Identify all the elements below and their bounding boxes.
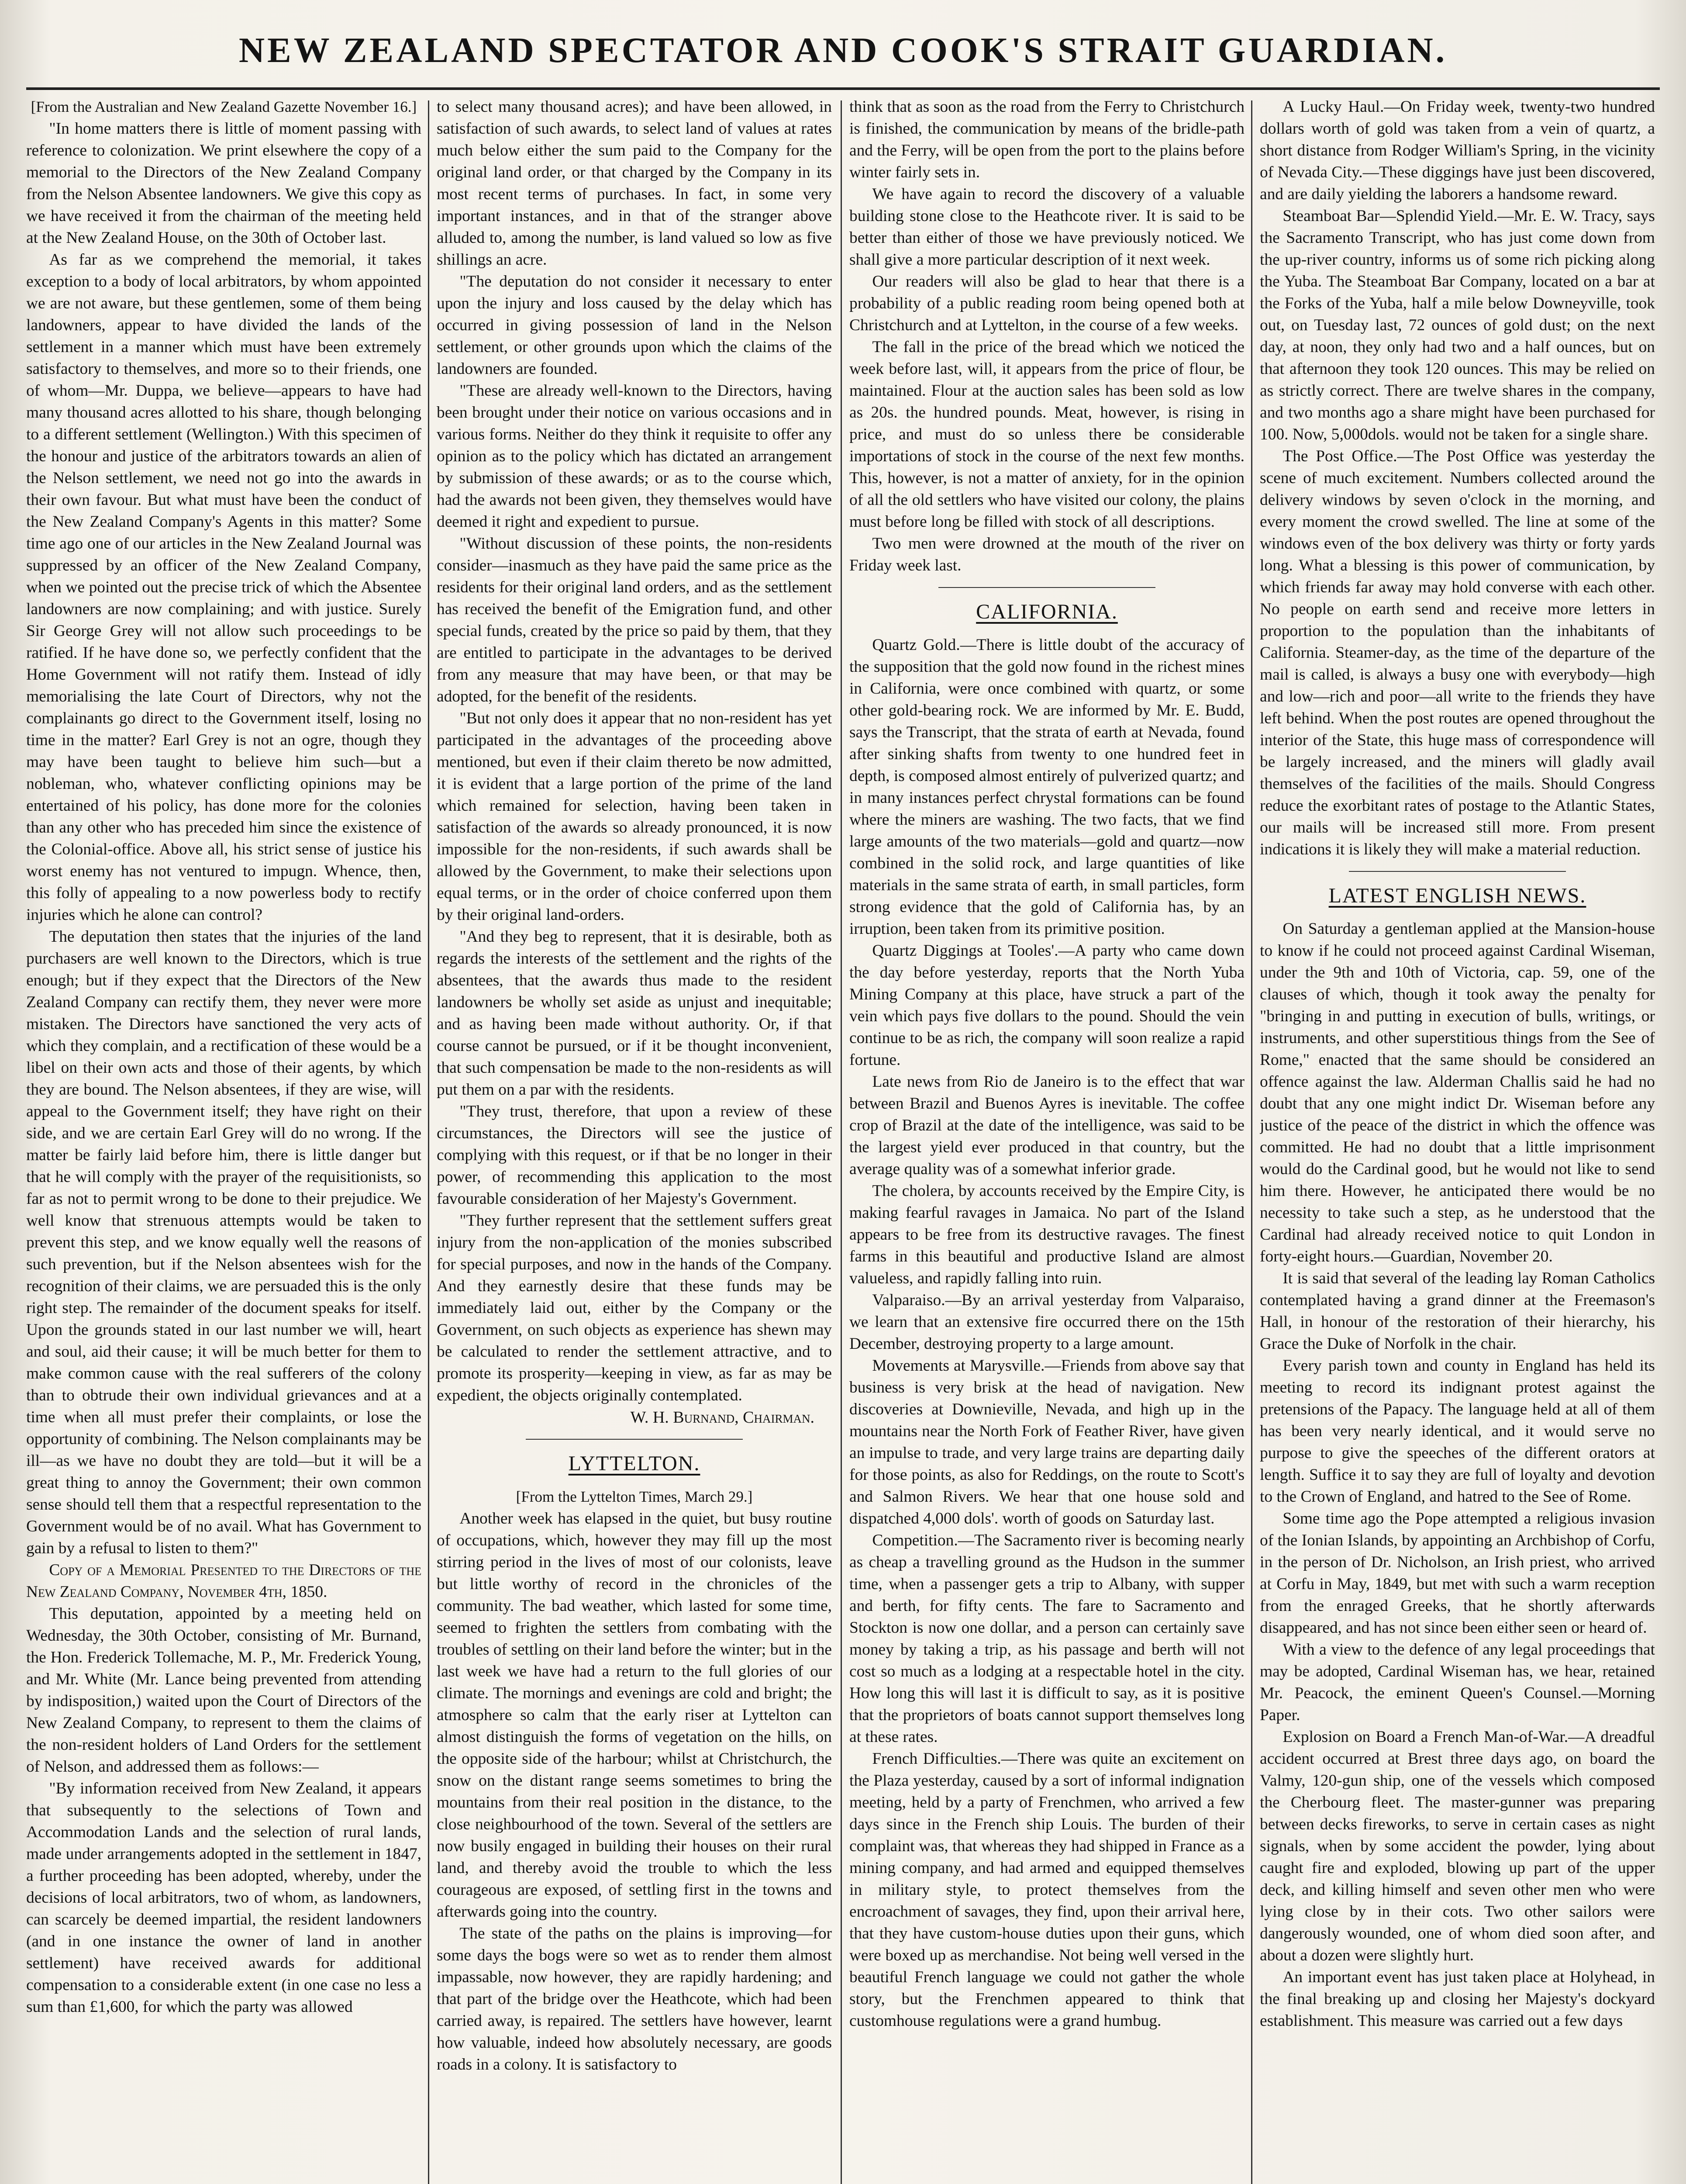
masthead-title: NEW ZEALAND SPECTATOR AND COOK'S STRAIT GUARDIAN. [238, 30, 1448, 70]
article-source: [From the Lyttelton Times, March 29.] [516, 1488, 753, 1505]
article-paragraph: Explosion on Board a French Man-of-War.—A dreadful accident occurred at Brest three days ago, on board the Valmy, 120-gun ship, one of the vessels which composed the Cherbourg fleet. The master-gunner was preparing between decks fireworks, to serve in certain cases as night signals, when by some accident the powder, lying about caught fire and exploded, blowing up part of the upper deck, and killing himself and seven other men who were lying close by in their cots. Two other sailors were dangerously wounded, one of whom died soon after, and about a dozen were slightly hurt. [1260, 1728, 1655, 1964]
column-separator [841, 100, 842, 2184]
article-paragraph: With a view to the defence of any legal proceedings that may be adopted, Cardinal Wiseman has, we hear, retained Mr. Peacock, the eminent Queen's Counsel.—Morning Paper. [1260, 1641, 1655, 1724]
article-paragraph: "The deputation do not consider it necessary to enter upon the injury and loss caused by the delay which has occurred in giving possession of land in the Nelson settlement, or other grounds upon which the claims of the landowners are founded. [437, 273, 832, 378]
article-paragraph: The deputation then states that the injuries of the land purchasers are well known to the Directors, which is true enough; but if they expect that the Directors of the New Zealand Company can rectify them, they never were more mistaken. The Directors have sanctioned the very acts of which they complain, and a rectification of these would be a libel on their own acts and those of their agents, by which they are bound. The Nelson absentees, if they are wise, will appeal to the Government itself; they have right on their side, and we are certain Earl Grey will do no wrong. If the matter be fairly laid before him, there is little danger but that he will comply with the prayer of the requisitionists, so far as not to permit wrong to be done to their prejudice. We well know that strenuous attempts would be taken to prevent this step, and we know equally well the reasons of such prevention, but if the Nelson absentees wish for the recognition of their claims, we are persuaded this is the only right step. The remainder of the document speaks for itself. Upon the grounds stated in our last number we will, heart and soul, aid their cause; it will be much better for them to make common cause with the real sufferers of the colony than to obtrude their own individual grievances and at a time when all must prefer their complaints, or lose the opportunity of combining. The Nelson complainants may be ill—as we have no doubt they are told—but it will be a great thing to annoy the Government; their own common sense should tell them that a respectful representation to the Government would be of no avail. What has Government to gain by a refusal to listen to them?" [26, 928, 421, 1557]
article-paragraph: "They trust, therefore, that upon a review of these circumstances, the Directors will see the justice of complying with this request, or if that be no longer in their power, of recommending this application to the most favourable consideration of her Majesty's Government. [437, 1102, 832, 1208]
section-heading [437, 1453, 832, 1479]
article-paragraph: This deputation, appointed by a meeting held on Wednesday, the 30th October, consisting of Mr. Burnand, the Hon. Frederick Tollemache, M. P., Mr. Frederick Young, and Mr. White (Mr. Lance being prevented from attending by indisposition,) waited upon the Court of Directors of the New Zealand Company, to represent to them the claims of the non-resident holders of Land Orders for the settlement of Nelson, and addressed them as follows:— [26, 1605, 421, 1776]
article-paragraph: Late news from Rio de Janeiro is to the effect that war between Brazil and Buenos Ayres is inevitable. The coffee crop of Brazil at the date of the intelligence, was said to be the largest yield ever produced in that country, but the average quality was of a somewhat inferior grade. [849, 1073, 1245, 1178]
article-paragraph: Valparaiso.—By an arrival yesterday from Valparaiso, we learn that an extensive fire occurred there on the 15th December, destroying property to a large amount. [849, 1291, 1245, 1353]
column-1 [26, 96, 421, 2184]
article-paragraph: Every parish town and county in England has held its meeting to record its indignant protest against the pretensions of the Papacy. The language held at all of them has been very nearly identical, and it would serve no purpose to give the speeches of the different orators at length. Suffice it to say they are full of loyalty and devotion to the Crown of England, and hatred to the See of Rome. [1260, 1357, 1655, 1506]
article-paragraph: "In home matters there is little of moment passing with reference to colonization. We print elsewhere the copy of a memorial to the Directors of the New Zealand Company from the Nelson Absentee landowners. We give this copy as we have received it from the chairman of the meeting held at the New Zealand House, on the 30th of October last. [26, 120, 421, 247]
article-paragraph: to select many thousand acres); and have been allowed, in satisfaction of such awards, to select land of values at rates much below either the sum paid to the Company for the original land order, or that charged by the Company in its most recent terms of purchases. In fact, in some very important instances, and in that of the stranger above alluded to, among the number, is land valued so low as five shillings an acre. [437, 98, 832, 269]
column-4 [1260, 96, 1655, 2184]
article-paragraph: "They further represent that the settlement suffers great injury from the non-application of the monies subscribed for special purposes, and now in the hands of the Company. And they earnestly desire that these funds may be immediately laid out, either by the Company or the Government, on such objects as experience has shewn may be calculated to render the settlement attractive, and to promote its prosperity—keeping in view, as far as may be expedient, the objects originally contemplated. [437, 1212, 832, 1404]
article-paragraph: think that as soon as the road from the Ferry to Christchurch is finished, the communication by means of the bridle-path and the Ferry, will be open from the port to the plains before winter fairly sets in. [849, 98, 1245, 181]
signature: W. H. Burnand, Chairman. [630, 1408, 814, 1427]
column-separator [1251, 100, 1252, 2184]
section-heading-text: LATEST ENGLISH NEWS. [1328, 884, 1586, 907]
article-paragraph: "These are already well-known to the Directors, having been brought under their notice on various occasions and in various forms. Neither do they think it requisite to offer any opinion as to the policy which has dictated an arrangement by submission of these awards; or as to the course which, had the awards not been given, they themselves would have deemed it right and expedient to pursue. [437, 382, 832, 531]
section-rule [526, 1439, 743, 1440]
section-rule [938, 587, 1156, 588]
section-heading-text: LYTTELTON. [568, 1452, 700, 1475]
article-paragraph: An important event has just taken place at Holyhead, in the final breaking up and closing her Majesty's dockyard establishment. This measure was carried out a few days [1260, 1968, 1655, 2030]
article-source: [From the Australian and New Zealand Gazette November 16.] [31, 98, 417, 115]
article-paragraph: "Without discussion of these points, the non-residents consider—inasmuch as they have paid the same price as the residents for their original land orders, and as the settlement has received the benefit of the Emigration fund, and other special funds, created by the price so paid by them, that they are entitled to participate in the advantages to be derived from any measure that may have been, or that may be adopted, for the benefit of the residents. [437, 535, 832, 705]
article-paragraph: It is said that several of the leading lay Roman Catholics contemplated having a grand dinner at the Freemason's Hall, in honour of the restoration of their hierarchy, his Grace the Duke of Norfolk in the chair. [1260, 1269, 1655, 1353]
article-paragraph: The state of the paths on the plains is improving—for some days the bogs were so wet as to render them almost impassable, now however, they are rapidly hardening; and that part of the bridge over the Heathcote, which had been carried away, is repaired. The settlers have however, learnt how valuable, indeed how absolutely necessary, are goods roads in a colony. It is satisfactory to [437, 1925, 832, 2073]
article-paragraph: Steamboat Bar—Splendid Yield.—Mr. E. W. Tracy, says the Sacramento Transcript, who has just come down from the up-river country, informs us of some rich picking along the Yuba. The Steamboat Bar Company, located on a bar at the Forks of the Yuba, half a mile below Downeyville, took out, on Tuesday last, 72 ounces of gold dust; on the next day, at noon, they only had two and a half ounces, but on that afternoon they took 120 ounces. This may be relied on as strictly correct. There are twelve shares in the company, and two months ago a share might have been purchased for 100. Now, 5,000dols. would not be taken for a single share. [1260, 207, 1655, 443]
article-paragraph: The cholera, by accounts received by the Empire City, is making fearful ravages in Jamaica. No part of the Island appears to be free from its destructive ravages. The finest farms in this beautiful and productive Island are almost valueless, and rapidly falling into ruin. [849, 1182, 1245, 1287]
memorial-title: Copy of a Memorial Presented to the Directors of the New Zealand Company, November 4th, 1850. [26, 1561, 421, 1601]
section-rule [1349, 871, 1566, 872]
article-paragraph: Movements at Marysville.—Friends from above say that business is very brisk at the head of navigation. New discoveries at Downieville, Nevada, and high up in the mountains near the North Fork of Feather River, have given an impulse to trade, and very large trains are departing daily for those points, as also for Reddings, on the route to Scott's and Salmon Rivers. We hear that one house sold and dispatched 4,000 dols'. worth of goods on Saturday last. [849, 1357, 1245, 1527]
article-paragraph: As far as we comprehend the memorial, it takes exception to a body of local arbitrators, by whom appointed we are not aware, but these gentlemen, some of them being landowners, appear to have divided the lands of the settlement in a manner which must have been extremely satisfactory to themselves, and more so to their friends, one of whom—Mr. Duppa, we believe—appears to have had many thousand acres allotted to his share, though belonging to a different settlement (Wellington.) With this specimen of the honour and justice of the arbitrators towards an alien of the Nelson settlement, we need not go into the awards in their own favour. But what must have been the conduct of the New Zealand Company's Agents in this matter? Some time ago one of our articles in the New Zealand Journal was suppressed by an officer of the New Zealand Company, when we pointed out the precise trick of which the Absentee landowners are now complaining; and with justice. Surely Sir George Grey will not allow such proceedings to be ratified. If he have done so, we perfectly confident that the Home Government will not ratify them. Instead of idly memorialising the late Court of Directors, why not the complainants go direct to the Government itself, losing no time in the matter? Earl Grey is not an ogre, though they may have been taught to believe him such—but a nobleman, who, whatever conflicting opinions may be entertained of his policy, has done more for the colonies than any other who has preceded him since the existence of the Colonial-office. Above all, his strict sense of justice his worst enemy has not ventured to impugn. Whence, then, this folly of appealing to a now powerless body to rectify injuries which he alone can control? [26, 251, 421, 924]
article-paragraph: Our readers will also be glad to hear that there is a probability of a public reading room being opened both at Christchurch and at Lyttelton, in the course of a few weeks. [849, 273, 1245, 334]
article-paragraph: On Saturday a gentleman applied at the Mansion-house to know if he could not proceed against Cardinal Wiseman, under the 9th and 10th of Victoria, cap. 59, one of the clauses of which, though it took away the penalty for "bringing in and putting in execution of bulls, writings, or instruments, and other superstitious things from the See of Rome," enacted that the same should be considered an offence against the law. Alderman Challis said he had no doubt that any one might indict Dr. Wiseman before any justice of the peace of the district in which the offence was committed. He had no doubt that a little imprisonment would do the Cardinal good, but he would not like to send him there. However, he anticipated there would be no necessity to take such a step, as he understood that the Cardinal had already received notice to quit London in forty-eight hours.—Guardian, November 20. [1260, 920, 1655, 1265]
article-paragraph: Two men were drowned at the mouth of the river on Friday week last. [849, 535, 1245, 574]
article-paragraph: We have again to record the discovery of a valuable building stone close to the Heathcote river. It is said to be better than either of those we have previously noticed. We shall give a more particular description of it next week. [849, 185, 1245, 269]
article-paragraph: The fall in the price of the bread which we noticed the week before last, will, it appears from the price of flour, be maintained. Flour at the auction sales has been sold as low as 20s. the hundred pounds. Meat, however, is rising in price, and must do so unless there be considerable importations of stock in the course of the next few months. This, however, is not a matter of anxiety, for in the opinion of all the old settlers who have visited our colony, the plains must before long be filled with stock of all descriptions. [849, 338, 1245, 531]
section-heading-text: CALIFORNIA. [976, 600, 1118, 623]
article-paragraph: Competition.—The Sacramento river is becoming nearly as cheap a travelling ground as the Hudson in the summer time, when a passenger gets a trip to Albany, with supper and berth, for fifty cents. The fare to Sacramento and Stockton is now one dollar, and a person can certainly save money by taking a trip, as his passage and berth will not cost so much as a lodging at a respectable hotel in the city. How long this will last it is difficult to say, as it is positive that the proprietors of boats cannot support themselves long at these rates. [849, 1531, 1245, 1746]
article-paragraph: A Lucky Haul.—On Friday week, twenty-two hundred dollars worth of gold was taken from a vein of quartz, a short distance from Rodger William's Spring, in the vicinity of Nevada City.—These diggings have just been discovered, and are daily yielding the laborers a handsome reward. [1260, 98, 1655, 203]
article-paragraph: Quartz Diggings at Tooles'.—A party who came down the day before yesterday, reports that the North Yuba Mining Company at this place, have struck a part of the vein which pays five dollars to the pound. Should the vein continue to be as rich, the company will soon realize a rapid fortune. [849, 942, 1245, 1069]
article-paragraph: Another week has elapsed in the quiet, but busy routine of occupations, which, however they may fill up the most stirring period in the lives of most of our colonists, leave but little worthy of record in the chronicles of the community. The bad weather, which lasted for some time, seemed to frighten the settlers from combating with the troubles of settling on their land before the winter; but in the last week we have had a return to the full glories of our climate. The mornings and evenings are cold and bright; the atmosphere so calm that the early riser at Lyttelton can almost distinguish the forms of vegetation on the hills, on the opposite side of the harbour; whilst at Christchurch, the snow on the distant range seems sometimes to bring the mountains from their real position in the distance, to the close neighbourhood of the town. Several of the settlers are now busily engaged in building their houses on their rural land, and thereby avoid the trouble to which the less courageous are exposed, of settling first in the towns and afterwards going into the country. [437, 1510, 832, 1921]
article-paragraph: Quartz Gold.—There is little doubt of the accuracy of the supposition that the gold now found in the richest mines in California, were once combined with quartz, or some other gold-bearing rock. We are informed by Mr. E. Budd, says the Transcript, that the strata of earth at Nevada, found after sinking shafts from twenty to one hundred feet in depth, is composed almost entirely of pulverized quartz; and in many instances perfect chrystal formations can be found where the miners are washing. The two facts, that we find large amounts of the two materials—gold and quartz—now combined in the solid rock, and large quantities of like materials in the same strata of earth, in small particles, form strong evidence that the gold of California has, by an irruption, been taken from its primitive position. [849, 636, 1245, 938]
article-paragraph: French Difficulties.—There was quite an excitement on the Plaza yesterday, caused by a sort of informal indignation meeting, held by a party of Frenchmen, who arrived a few days since in the French ship Louis. The burden of their complaint was, that whereas they had shipped in France as a mining company, and had armed and equipped themselves in military style, to protect themselves from the encroachment of savages, they find, upon their arrival here, that they have custom-house duties upon their guns, which were boxed up as merchandise. Not being well versed in the beautiful French language we could not gather the whole story, but the Frenchmen appeared to think that customhouse regulations were a grand humbug. [849, 1750, 1245, 2030]
masthead-rule [26, 87, 1660, 90]
column-3 [849, 96, 1245, 2184]
column-2 [437, 96, 832, 2184]
article-paragraph: Some time ago the Pope attempted a religious invasion of the Ionian Islands, by appointing an Archbishop of Corfu, in the person of Dr. Nicholson, an Irish priest, who arrived at Corfu in May, 1849, but met with such a warm reception from the enraged Greeks, that he shortly afterwards disappeared, and has not since been either seen or heard of. [1260, 1510, 1655, 1637]
article-paragraph: "And they beg to represent, that it is desirable, both as regards the interests of the settlement and the rights of the absentees, that the awards thus made to the resident landowners be wholly set aside as unjust and inequitable; and as having been made without authority. Or, if that course cannot be pursued, or if it be thought inconvenient, that such compensation be made to the non-residents as will put them on a par with the residents. [437, 928, 832, 1099]
article-paragraph: "But not only does it appear that no non-resident has yet participated in the advantages of the proceeding above mentioned, but even if their claim thereto be now admitted, it is evident that a large portion of the prime of the land which remained for selection, having been taken in satisfaction of the awards so already pronounced, it is now impossible for the non-residents, if such awards shall be allowed by the Government, to make their selections upon equal terms, or in the order of choice conferred upon them by their original land-orders. [437, 709, 832, 924]
section-heading [1260, 885, 1655, 911]
column-separator [428, 100, 429, 2184]
article-paragraph: The Post Office.—The Post Office was yesterday the scene of much excitement. Numbers collected around the delivery windows by seven o'clock in the morning, and every moment the crowd swelled. The line at some of the windows even of the box delivery was thirty or forty yards long. What a blessing is this power of communication, by which friends far away may hold converse with each other. No people on earth send and receive more letters in proportion to the population than the inhabitants of California. Steamer-day, as the time of the departure of the mail is called, is always a busy one with everybody—high and low—rich and poor—all write to the friends they have left behind. When the post routes are opened throughout the interior of the State, this huge mass of correspondence will be largely increased, and the miners will gladly avail themselves of the facilities of the mails. Should Congress reduce the exorbitant rates of postage to the Atlantic States, our mails will be increased still more. From present indications it is likely they will make a material reduction. [1260, 447, 1655, 858]
section-heading [849, 601, 1245, 627]
article-paragraph: "By information received from New Zealand, it appears that subsequently to the selections of Town and Accommodation Lands and the selection of rural lands, made under arrangements adopted in the settlement in 1847, a further proceeding has been adopted, whereby, under the decisions of local arbitrators, two of whom, as landowners, can scarcely be deemed impartial, the resident landowners (and in one instance the owner of land in another settlement) have received awards for additional compensation to a considerable extent (in one case no less a sum than £1,600, for which the party was allowed [26, 1780, 421, 2016]
